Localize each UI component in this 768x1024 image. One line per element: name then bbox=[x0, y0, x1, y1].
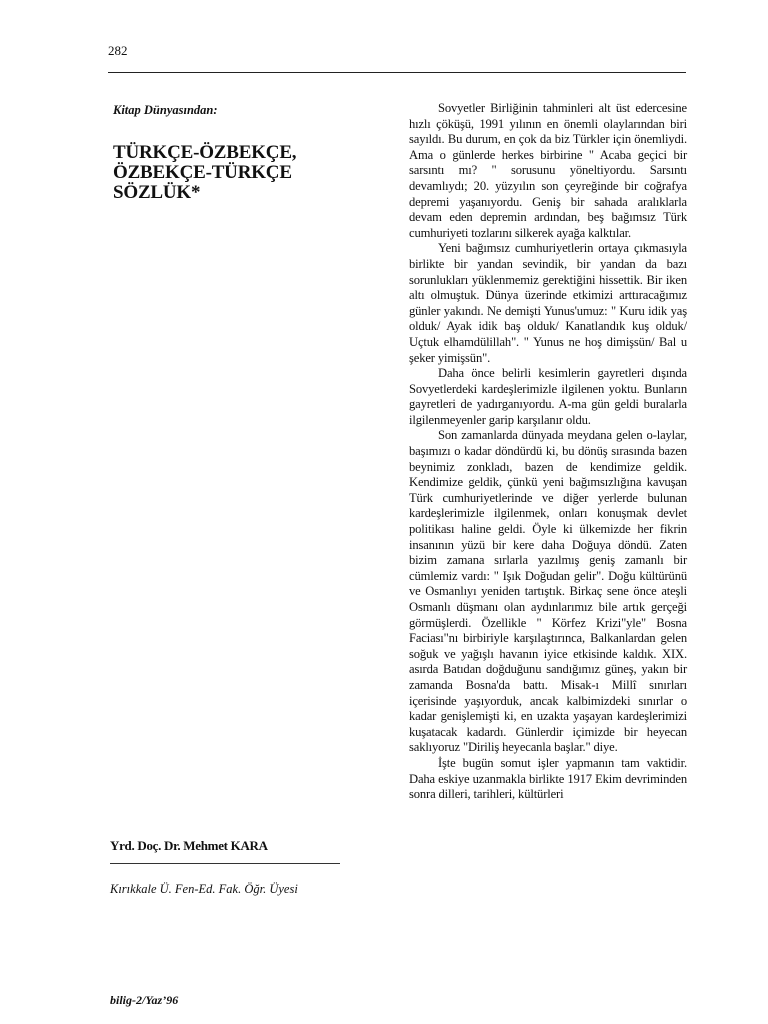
article-title bbox=[113, 143, 353, 203]
page-number: 282 bbox=[108, 43, 128, 58]
body-paragraph: İşte bugün somut işler yapmanın tam vaktidir. Daha eskiye uzanmakla birlikte 1917 Ekim devriminden sonra dilleri, tarihleri, kültürleri bbox=[409, 755, 687, 802]
body-paragraph: Daha önce belirli kesimlerin gayretleri dışında Sovyetlerdeki kardeşlerimizle ilgilenen yoktu. Bunların gayretleri de yadırganıyordu. A-ma gün geldi buralarla ilgilenmeyenler garip karşılanır oldu. bbox=[409, 366, 687, 427]
journal-footer: bilig-2/Yaz’96 bbox=[110, 993, 179, 1007]
article-body bbox=[409, 101, 687, 803]
author-name: Yrd. Doç. Dr. Mehmet KARA bbox=[110, 838, 268, 853]
title-line: TÜRKÇE-ÖZBEKÇE, bbox=[113, 142, 297, 163]
author-rule bbox=[110, 863, 340, 864]
body-paragraph: Sovyetler Birliğinin tahminleri alt üst edercesine hızlı çöküşü, 1991 yılının en önemli olaylarından biri sayıldı. Bu durum, en çok da biz Türkler için önemliydi. Ama o günlerde herkes birbirine " Acaba geçici bir sarsıntı mı? " sorusunu yöneltiyordu. Sarsıntı devamlıydı; 20. yüzyılın son çeyreğinde bir coğrafya depremi yaşanıyordu. Geniş bir sahada aralıklarla devam eden depremin ardından, beş bağımsız Türk cumhuriyeti tozlarını silkerek ayağa kalktılar. bbox=[409, 101, 687, 240]
author-affiliation: Kırıkkale Ü. Fen-Ed. Fak. Öğr. Üyesi bbox=[110, 882, 298, 896]
section-label: Kitap Dünyasından: bbox=[113, 103, 218, 117]
body-paragraph: Yeni bağımsız cumhuriyetlerin ortaya çıkmasıyla birlikte bir yandan sevindik, bir yandan da bazı sorunlukları yüklenmemiz gerektiğini hissettik. Bir iken altı olmuştuk. Dünya üzerinde etkimizi arttıracağımız günler yakındı. Ne demişti Yunus'umuz: " Kuru idik yaş olduk/ Ayak idik baş olduk/ Kanatlandık kuş olduk/ Uçtuk elhamdülillah". " Yunus ne hoş dimişsün/ Bal u şeker yimişsün". bbox=[409, 241, 687, 365]
title-line: ÖZBEKÇE-TÜRKÇE bbox=[113, 162, 292, 183]
title-line: SÖZLÜK* bbox=[113, 182, 201, 203]
header-rule bbox=[108, 72, 686, 73]
body-paragraph: Son zamanlarda dünyada meydana gelen o-laylar, başımızı o kadar döndürdü ki, bu dönüş sırasında bazen beynimiz zonkladı, bazen de kendimize geldik. Kendimize geldik, çünkü yeni bağımsızlığına kavuşan Türk cumhuriyetlerinde ve diğer yerlerde bulunan kardeşlerimizle ilgilenmek, onları konuşmak devlet politikası haline geldi. Öyle ki ülkemizde her fikrin insanının yüzü bir kere daha Doğuya döndü. Zaten bizim zamana sırlarla yazılmış geniş zamanlı bir cümlemiz vardı: " Işık Doğudan gelir". Doğu kültürünü ve Osmanlıyı yeniden tartıştık. Birkaç sene önce ateşli Osmanlı düşmanı olan aydınlarımız bile artık gerçeği görmüşlerdi. Özellikle " Körfez Krizi"yle" Bosna Faciası"nı birbiriyle karşılaştırınca, Balkanlardan gelen soğuk ve yağışlı havanın iyice etkisinde kaldık. XIX. asırda Batıdan doğduğunu sandığımız güneş, yakın bir zamanda Bosna'da battı. Misak-ı Millî sınırları içerisinde yaşıyorduk, ancak kalbimizdeki sınırlar o kadar genişlemişti ki, en uzakta yaşayan kardeşlerimizi kuşatacak kadardı. Günlerdir içimizde bir heyecan saklıyoruz "Diriliş heyecanla başlar." diye. bbox=[409, 428, 687, 755]
